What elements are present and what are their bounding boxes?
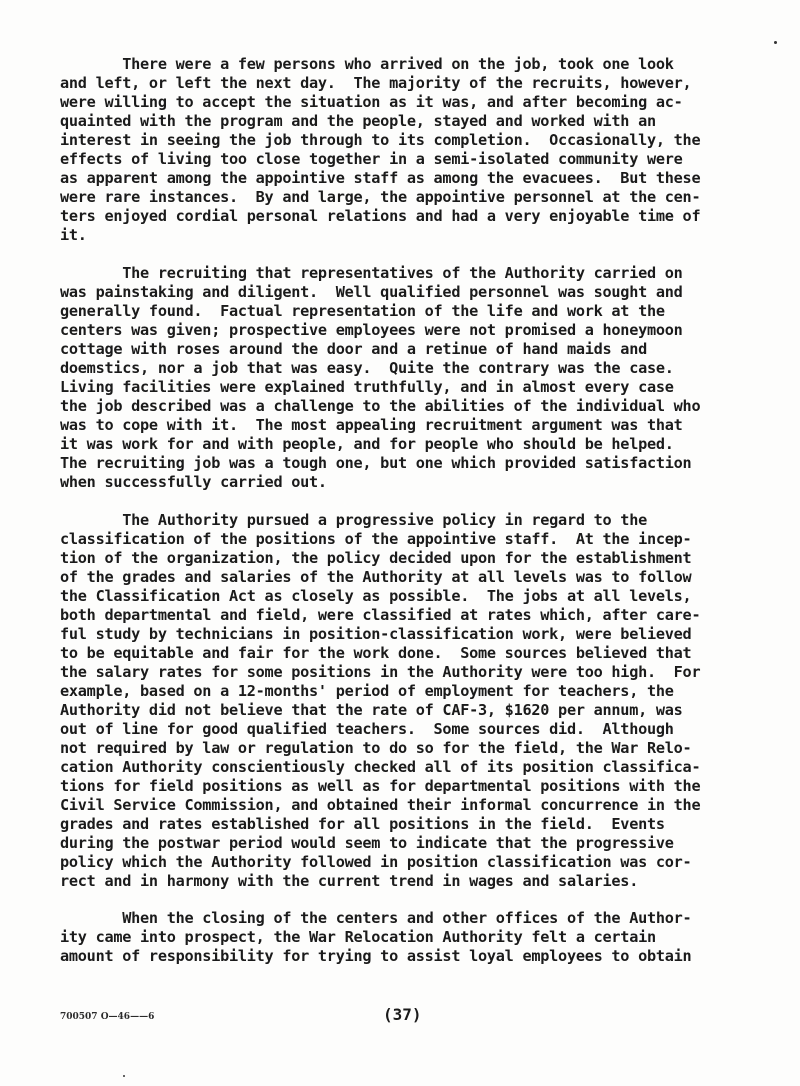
text-line: not required by law or regulation to do so for the field, the War Relo- [60, 739, 692, 757]
text-line: ity came into prospect, the War Relocation Authority felt a certain [60, 928, 656, 946]
text-line: and left, or left the next day. The majority of the recruits, however, [60, 74, 692, 92]
text-line: both departmental and field, were classified at rates which, after care- [60, 606, 701, 624]
text-line: were rare instances. By and large, the appointive personnel at the cen- [60, 188, 701, 206]
scan-speck [774, 41, 777, 44]
text-line: the Classification Act as closely as possible. The jobs at all levels, [60, 587, 692, 605]
text-line: tions for field positions as well as for departmental positions with the [60, 777, 701, 795]
text-line: The recruiting job was a tough one, but one which provided satisfaction [60, 454, 692, 472]
paragraph-position-classification [60, 511, 760, 891]
text-line: ful study by technicians in position-classification work, were believed [60, 625, 692, 643]
text-line: out of line for good qualified teachers. Some sources did. Although [60, 720, 674, 738]
text-line: There were a few persons who arrived on the job, took one look [60, 55, 674, 73]
text-line: cottage with roses around the door and a retinue of hand maids and [60, 340, 647, 358]
text-line: were willing to accept the situation as it was, and after becoming ac- [60, 93, 683, 111]
text-line: quainted with the program and the people, stayed and worked with an [60, 112, 656, 130]
text-line: ters enjoyed cordial personal relations and had a very enjoyable time of [60, 207, 701, 225]
text-line: amount of responsibility for trying to assist loyal employees to obtain [60, 947, 692, 965]
text-line: Authority did not believe that the rate of CAF-3, $1620 per annum, was [60, 701, 683, 719]
text-line: example, based on a 12-months' period of employment for teachers, the [60, 682, 674, 700]
text-line: the salary rates for some positions in the Authority were too high. For [60, 663, 701, 681]
text-line: of the grades and salaries of the Authority at all levels was to follow [60, 568, 692, 586]
text-line: classification of the positions of the appointive staff. At the incep- [60, 530, 692, 548]
text-line: centers was given; prospective employees were not promised a honeymoon [60, 321, 683, 339]
text-line: as apparent among the appointive staff as among the evacuees. But these [60, 169, 701, 187]
print-code: 700507 O—46——6 [60, 1012, 155, 1022]
text-line: policy which the Authority followed in position classification was cor- [60, 853, 692, 871]
text-line: it was work for and with people, and for people who should be helped. [60, 435, 674, 453]
text-line: was to cope with it. The most appealing recruitment argument was that [60, 416, 683, 434]
text-line: rect and in harmony with the current trend in wages and salaries. [60, 872, 639, 890]
text-line: effects of living too close together in a semi-isolated community were [60, 150, 683, 168]
text-line: when successfully carried out. [60, 473, 327, 491]
text-line: it. [60, 226, 87, 244]
paragraph-recruiting [60, 264, 760, 492]
scan-speck [123, 1075, 125, 1077]
text-line: to be equitable and fair for the work done. Some sources believed that [60, 644, 692, 662]
text-line: was painstaking and diligent. Well qualified personnel was sought and [60, 283, 683, 301]
text-line: Living facilities were explained truthfully, and in almost every case [60, 378, 674, 396]
text-line: doemstics, nor a job that was easy. Quite the contrary was the case. [60, 359, 674, 377]
text-line: tion of the organization, the policy decided upon for the establishment [60, 549, 692, 567]
paragraph-staff-retention [60, 55, 760, 245]
text-line: generally found. Factual representation of the life and work at the [60, 302, 665, 320]
text-line: The Authority pursued a progressive policy in regard to the [60, 511, 647, 529]
text-line: Civil Service Commission, and obtained their informal concurrence in the [60, 796, 701, 814]
paragraph-closing-centers [60, 909, 760, 966]
text-line: When the closing of the centers and other offices of the Author- [60, 909, 692, 927]
page-number: (37) [383, 1005, 422, 1024]
text-line: grades and rates established for all positions in the field. Events [60, 815, 665, 833]
text-line: during the postwar period would seem to indicate that the progressive [60, 834, 674, 852]
text-line: the job described was a challenge to the abilities of the individual who [60, 397, 701, 415]
text-line: The recruiting that representatives of the Authority carried on [60, 264, 683, 282]
text-line: interest in seeing the job through to its completion. Occasionally, the [60, 131, 701, 149]
text-line: cation Authority conscientiously checked all of its position classifica- [60, 758, 701, 776]
